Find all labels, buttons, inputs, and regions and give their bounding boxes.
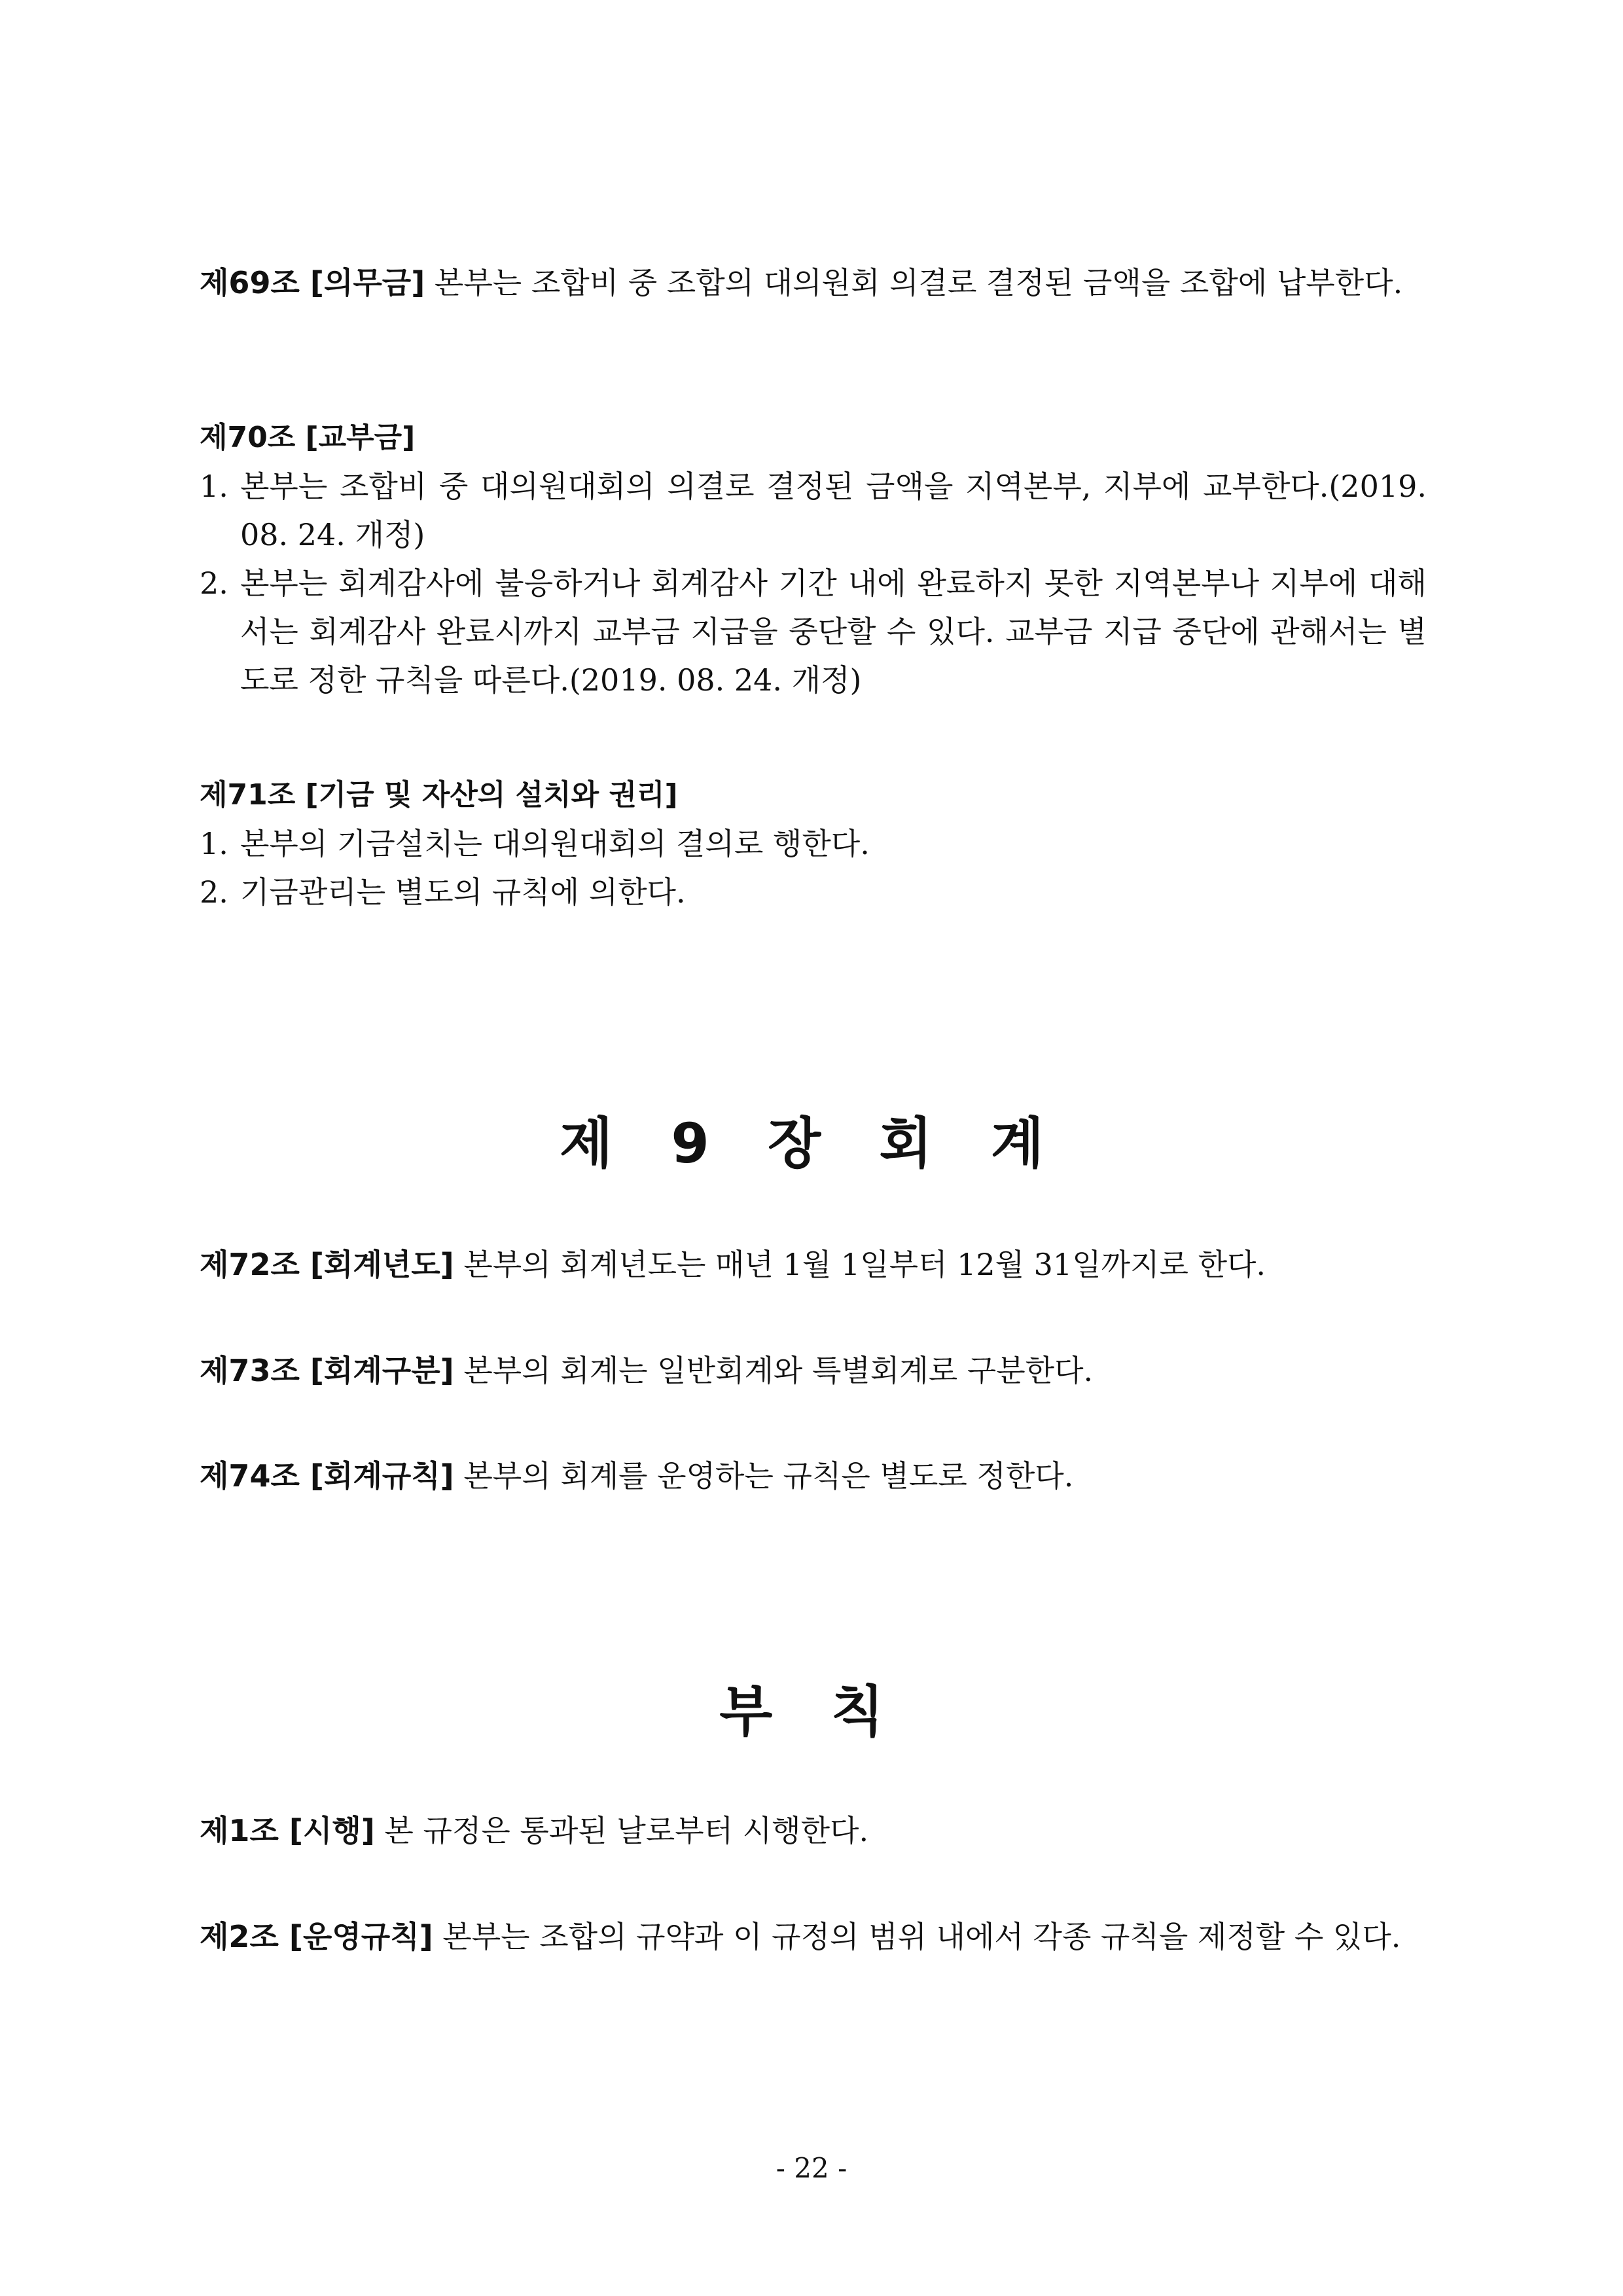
supplementary-article-1 [200,1806,1427,1855]
supplementary-title: 부 칙 [719,1679,904,1744]
article-72-title: 제72조 [회계년도] [200,1247,454,1282]
article-74 [200,1452,1427,1500]
article-74-title: 제74조 [회계규칙] [200,1458,454,1494]
article-69 [200,259,1427,307]
list-item-text: 본부는 조합비 중 대의원대회의 의결로 결정된 금액을 지역본부, 지부에 교부한다.(2019. 08. 24. 개정) [240,469,1427,552]
article-71 [200,771,1427,916]
list-item-number: 1. [200,826,228,861]
supplementary-article-2-title: 제2조 [운영규칙] [200,1919,433,1954]
article-69-title: 제69조 [의무금] [200,265,425,300]
supplementary-article-2-text: 본부는 조합의 규약과 이 규정의 범위 내에서 각종 규칙을 제정할 수 있다. [433,1919,1401,1954]
list-item-number: 2. [200,874,228,910]
list-item-number: 2. [200,565,228,601]
chapter-title: 제 9 장 회 계 [559,1111,1063,1175]
article-71-title: 제71조 [기금 및 자산의 설치와 권리] [200,778,678,812]
supplementary-article-1-title: 제1조 [시행] [200,1813,375,1848]
supplementary-article-1-text: 본 규정은 통과된 날로부터 시행한다. [374,1813,869,1848]
article-73 [200,1346,1427,1395]
article-72-text: 본부의 회계년도는 매년 1월 1일부터 12월 31일까지로 한다. [454,1247,1266,1282]
list-item [200,868,1427,916]
article-73-title: 제73조 [회계구분] [200,1353,454,1388]
list-item [200,559,1427,704]
article-73-text: 본부의 회계는 일반회계와 특별회계로 구분한다. [454,1353,1094,1388]
article-74-text: 본부의 회계를 운영하는 규칙은 별도로 정한다. [454,1458,1074,1494]
article-70 [200,414,1427,704]
list-item [200,462,1427,559]
article-69-text: 본부는 조합비 중 조합의 대의원회 의결로 결정된 금액을 조합에 납부한다. [425,265,1403,300]
supplementary-article-2 [200,1912,1427,1961]
page-number: - 22 - [776,2152,847,2184]
list-item-text: 기금관리는 별도의 규칙에 의한다. [240,874,686,910]
list-item-number: 1. [200,469,228,504]
list-item-text: 본부는 회계감사에 불응하거나 회계감사 기간 내에 완료하지 못한 지역본부나 지부에 대해서는 회계감사 완료시까지 교부금 지급을 중단할 수 있다. 교부금 지급 중단에 관해서는 별도로 정한 규칙을 따른다.(2019. 08. 24. 개정) [240,565,1427,698]
list-item [200,819,1427,868]
article-72 [200,1240,1427,1289]
list-item-text: 본부의 기금설치는 대의원대회의 결의로 행한다. [240,826,870,861]
article-70-title: 제70조 [교부금] [200,421,416,454]
